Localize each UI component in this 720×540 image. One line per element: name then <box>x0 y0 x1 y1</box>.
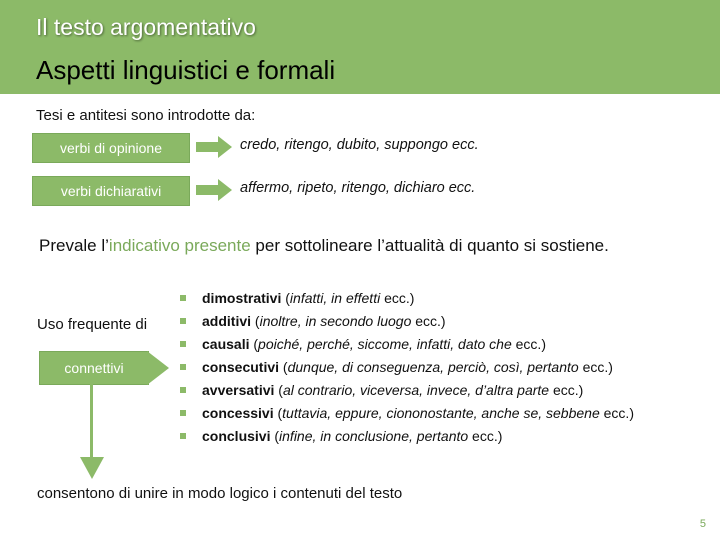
bullet-icon <box>180 318 186 324</box>
bullet-icon <box>180 364 186 370</box>
list-item: consecutivi (dunque, di conseguenza, perciò, così, pertanto ecc.) <box>180 357 634 380</box>
list-item: concessivi (tuttavia, eppure, ciononostante, anche se, sebbene ecc.) <box>180 403 634 426</box>
slide-title: Il testo argomentativo <box>36 14 256 40</box>
conclusion-text: consentono di unire in modo logico i contenuti del testo <box>37 485 403 502</box>
bullet-icon <box>180 341 186 347</box>
verbi-opinione-label: verbi di opinione <box>32 133 190 163</box>
slide-subtitle: Aspetti linguistici e formali <box>36 55 336 85</box>
list-item: additivi (inoltre, in secondo luogo ecc.) <box>180 311 634 334</box>
prevale-sentence <box>39 236 609 256</box>
intro-text: Tesi e antitesi sono introdotte da: <box>36 107 256 124</box>
bullet-icon <box>180 295 186 301</box>
connettivi-box: connettivi <box>39 351 149 385</box>
prevale-highlight: indicativo presente <box>108 236 251 255</box>
bullet-icon <box>180 433 186 439</box>
slide-header <box>0 0 720 94</box>
verbi-opinione-examples: credo, ritengo, dubito, suppongo ecc. <box>240 137 479 153</box>
right-arrow-icon <box>147 351 169 385</box>
down-arrow-icon <box>79 383 105 479</box>
bullet-icon <box>180 387 186 393</box>
list-item: avversativi (al contrario, viceversa, invece, d’altra parte ecc.) <box>180 380 634 403</box>
list-item: causali (poiché, perché, siccome, infatti, dato che ecc.) <box>180 334 634 357</box>
bullet-icon <box>180 410 186 416</box>
right-arrow-icon <box>196 179 232 201</box>
list-item: conclusivi (infine, in conclusione, pertanto ecc.) <box>180 426 634 449</box>
prevale-after: per sottolineare l’attualità di quanto si sostiene. <box>250 236 609 255</box>
page-number: 5 <box>699 518 706 530</box>
prevale-before: Prevale l’ <box>39 236 109 255</box>
connettivi-list <box>180 288 634 449</box>
uso-frequente-label: Uso frequente di <box>37 316 148 333</box>
verbi-dichiarativi-label: verbi dichiarativi <box>32 176 190 206</box>
verbi-dichiarativi-examples: affermo, ripeto, ritengo, dichiaro ecc. <box>240 180 476 196</box>
list-item: dimostrativi (infatti, in effetti ecc.) <box>180 288 634 311</box>
right-arrow-icon <box>196 136 232 158</box>
